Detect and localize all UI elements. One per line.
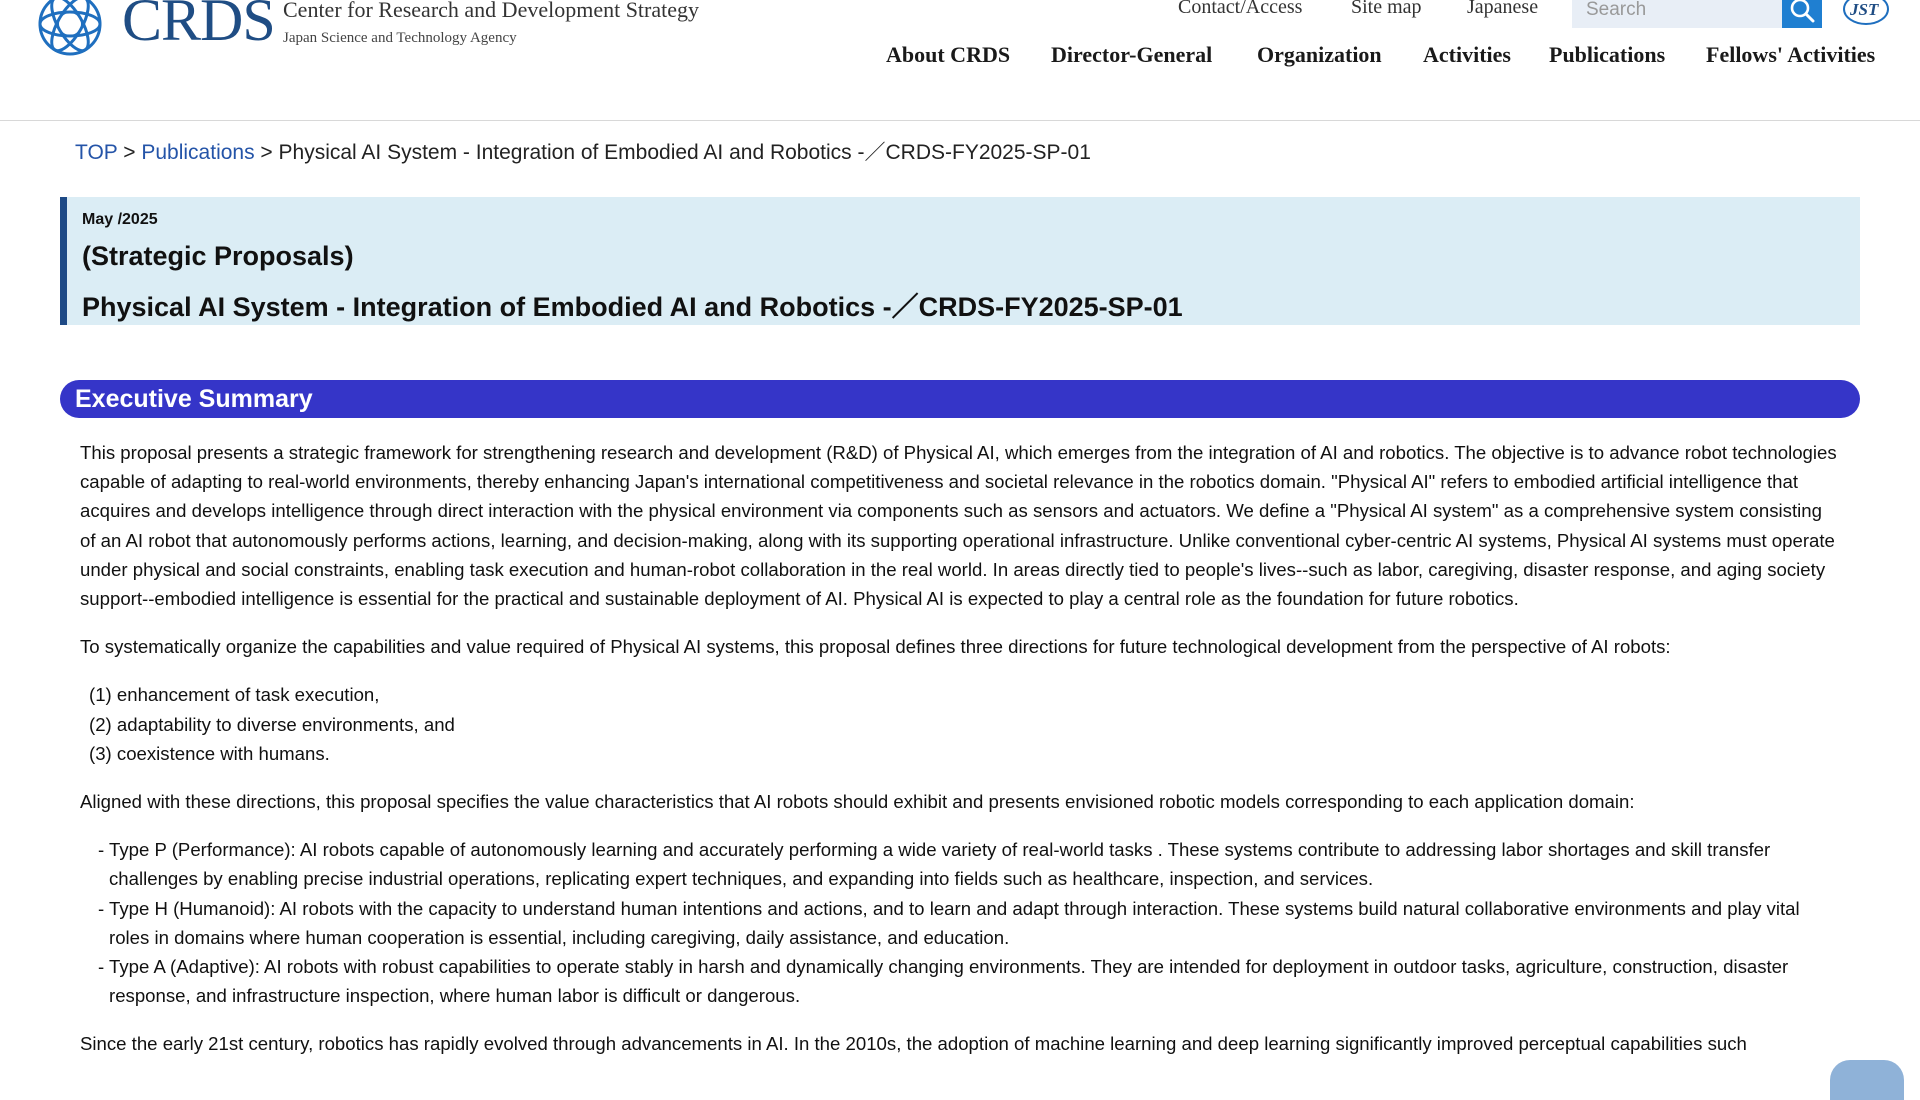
breadcrumb-current: Physical AI System - Integration of Embodied AI and Robotics -／CRDS-FY2025-SP-01 — [278, 141, 1091, 164]
directions-list — [80, 680, 1840, 768]
breadcrumb — [75, 136, 1091, 166]
japanese-link[interactable]: Japanese — [1467, 0, 1539, 18]
search-button[interactable] — [1782, 0, 1822, 28]
jst-logo-text: JST — [1850, 0, 1879, 19]
nav-organization[interactable]: Organization — [1257, 42, 1382, 67]
crds-logo-icon[interactable] — [30, 0, 112, 64]
nav-fellows-activities[interactable]: Fellows' Activities — [1706, 42, 1876, 67]
publication-date: May /2025 — [82, 211, 158, 228]
document-title-box — [60, 197, 1860, 325]
summary-paragraph: To systematically organize the capabilities and value required of Physical AI systems, this proposal defines three directions for future technological development from the perspective of AI robots: — [80, 636, 1671, 658]
contact-access-link[interactable]: Contact/Access — [1178, 0, 1303, 18]
site-map-link[interactable]: Site map — [1351, 0, 1422, 18]
org-name: Center for Research and Development Strategy — [283, 0, 700, 22]
executive-summary-heading: Executive Summary — [60, 380, 1860, 418]
nav-publications[interactable]: Publications — [1549, 42, 1666, 67]
site-header — [0, 0, 1920, 121]
robot-types-list — [80, 835, 1840, 1010]
search-icon — [1789, 0, 1815, 23]
jst-logo-icon[interactable] — [1842, 0, 1890, 28]
list-item: - Type A (Adaptive): AI robots with robust capabilities to operate stably in harsh and dynamically changing environments. They are intended for deployment in outdoor tasks, agriculture, construction, disaster response, and infrastructure inspection, where human labor is difficult or dangerous. — [98, 956, 1789, 1007]
breadcrumb-publications-link[interactable]: Publications — [141, 141, 255, 164]
search-input[interactable] — [1572, 0, 1782, 28]
list-item: - Type P (Performance): AI robots capable of autonomously learning and accurately performing a wide variety of real-world tasks . These systems contribute to addressing labor shortages and skill transfer challenges by enabling precise industrial operations, replicating expert techniques, and expanding into fields such as healthcare, inspection, and services. — [98, 839, 1771, 890]
breadcrumb-separator: > — [117, 141, 142, 164]
summary-paragraph: This proposal presents a strategic framework for strengthening research and development (R&D) of Physical AI, which emerges from the integration of AI and robotics. The objective is to advance robot technologies capable of adapting to real-world environments, thereby enhancing Japan's international competitiveness and societal relevance in the robotics domain. "Physical AI" refers to embodied artificial intelligence that acquires and develops intelligence through direct interaction with the physical environment via components such as sensors and actuators. We define a "Physical AI system" as a comprehensive system consisting of an AI robot that autonomously performs actions, learning, and decision-making, along with its supporting operational infrastructure. Unlike conventional cyber-centric AI systems, Physical AI systems must operate under physical and social constraints, enabling task execution and human-robot collaboration in the real world. In areas directly tied to people's lives--such as labor, caregiving, disaster response, and aging society support--embodied intelligence is essential for the practical and sustainable deployment of AI. Physical AI is expected to play a central role as the foundation for future robotics. — [80, 442, 1837, 610]
scroll-to-top-button[interactable] — [1830, 1060, 1904, 1100]
list-item: (1) enhancement of task execution, — [89, 684, 380, 706]
nav-about-crds[interactable]: About CRDS — [886, 42, 1011, 67]
list-item: (2) adaptability to diverse environments, and — [89, 713, 455, 735]
nav-activities[interactable]: Activities — [1423, 42, 1511, 67]
breadcrumb-top-link[interactable]: TOP — [75, 141, 118, 164]
document-category: (Strategic Proposals) — [82, 241, 354, 271]
summary-paragraph: Since the early 21st century, robotics has rapidly evolved through advancements in AI. In the 2010s, the adoption of machine learning and deep learning significantly improved perceptual capabilities such — [80, 1033, 1747, 1055]
agency-name: Japan Science and Technology Agency — [283, 30, 517, 46]
document-title: Physical AI System - Integration of Embodied AI and Robotics -／CRDS-FY2025-SP-01 — [82, 292, 1183, 322]
list-item: - Type H (Humanoid): AI robots with the capacity to understand human intentions and actions, and to learn and adapt through interaction. These systems build natural collaborative environments and play vital roles in domains where human cooperation is essential, including caregiving, daily assistance, and education. — [98, 897, 1800, 948]
nav-director-general[interactable]: Director-General — [1051, 42, 1213, 67]
breadcrumb-separator: > — [254, 141, 279, 164]
summary-paragraph: Aligned with these directions, this proposal specifies the value characteristics that AI robots should exhibit and presents envisioned robotic models corresponding to each application domain: — [80, 791, 1635, 813]
executive-summary-body — [80, 438, 1840, 1078]
list-item: (3) coexistence with humans. — [89, 742, 330, 764]
logo-text[interactable]: CRDS — [122, 0, 275, 53]
